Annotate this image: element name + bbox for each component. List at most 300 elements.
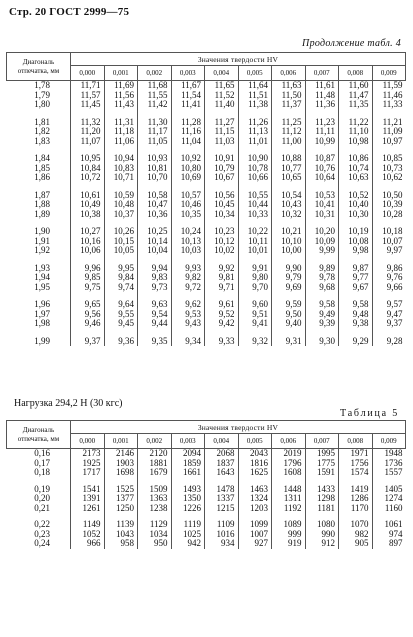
diagonal-value: 0,17 <box>34 457 50 468</box>
hardness-value: 1350 <box>171 494 205 504</box>
diagonal-value: 1,81 <box>34 116 50 127</box>
table-row <box>7 210 406 220</box>
hardness-value: 1363 <box>138 494 172 504</box>
hardness-value: 974 <box>372 530 406 540</box>
hardness-value: 10,80 <box>171 164 205 174</box>
hardness-value: 11,64 <box>238 81 272 91</box>
diagonal-value: 0,19 <box>34 483 50 494</box>
hardness-value: 1043 <box>104 530 138 540</box>
hardness-value: 9,37 <box>372 319 406 329</box>
hardness-value: 10,45 <box>205 200 239 210</box>
hardness-value: 10,25 <box>138 227 172 237</box>
hardness-value: 11,06 <box>104 137 138 147</box>
hardness-value: 9,98 <box>339 246 373 256</box>
hardness-value: 1192 <box>272 504 306 514</box>
hardness-value: 1463 <box>238 485 272 495</box>
hardness-value: 10,38 <box>71 210 105 220</box>
hardness-value: 9,59 <box>272 300 306 310</box>
hardness-value: 942 <box>171 539 205 549</box>
hardness-value: 10,54 <box>272 191 306 201</box>
hardness-value: 1698 <box>104 468 138 478</box>
hardness-value: 9,43 <box>171 319 205 329</box>
diagonal-value: 1,86 <box>34 172 50 182</box>
hardness-value: 9,79 <box>272 273 306 283</box>
hardness-value: 10,95 <box>71 154 105 164</box>
hardness-value: 9,34 <box>171 337 205 347</box>
table-row <box>7 504 406 514</box>
hardness-value: 10,09 <box>305 237 339 247</box>
hardness-value: 1557 <box>372 468 406 478</box>
hardness-value: 11,69 <box>104 81 138 91</box>
hardness-value: 10,78 <box>238 164 272 174</box>
hardness-value: 10,76 <box>305 164 339 174</box>
hardness-value: 10,32 <box>272 210 306 220</box>
hardness-value: 11,12 <box>272 127 306 137</box>
hardness-value: 11,37 <box>272 100 306 110</box>
table-row <box>7 539 406 549</box>
hardness-value: 11,46 <box>372 91 406 101</box>
table-row <box>7 468 406 478</box>
hardness-value: 1775 <box>305 459 339 469</box>
hv-values-header: Значения твердости HV <box>71 53 406 66</box>
hardness-value: 11,60 <box>339 81 373 91</box>
hardness-value: 11,18 <box>104 127 138 137</box>
hardness-value: 10,37 <box>104 210 138 220</box>
hardness-value: 11,26 <box>238 118 272 128</box>
column-header: 0,003 <box>171 434 205 449</box>
hardness-value: 1419 <box>339 485 373 495</box>
hardness-value: 11,68 <box>138 81 172 91</box>
table-row <box>7 81 406 91</box>
table-row <box>7 319 406 329</box>
table-row <box>7 264 406 274</box>
hardness-value: 9,93 <box>171 264 205 274</box>
hardness-value: 10,83 <box>104 164 138 174</box>
hardness-value: 11,42 <box>138 100 172 110</box>
table-row <box>7 283 406 293</box>
diagonal-value: 0,21 <box>34 502 50 513</box>
diagonal-value: 1,87 <box>34 189 50 200</box>
hardness-value: 10,03 <box>171 246 205 256</box>
table-row <box>7 494 406 504</box>
hardness-value: 10,15 <box>104 237 138 247</box>
hardness-value: 1925 <box>71 459 105 469</box>
hardness-value: 1109 <box>205 520 239 530</box>
column-header: 0,004 <box>205 434 239 449</box>
hardness-value: 9,52 <box>205 310 239 320</box>
hardness-value: 1324 <box>238 494 272 504</box>
column-header: 0,007 <box>305 434 339 449</box>
hardness-value: 10,67 <box>205 173 239 183</box>
column-header: 0,008 <box>339 434 373 449</box>
hardness-value: 1643 <box>205 468 239 478</box>
hardness-value: 9,36 <box>104 337 138 347</box>
hardness-value: 10,93 <box>138 154 172 164</box>
hardness-value: 11,52 <box>205 91 239 101</box>
hardness-value: 9,38 <box>339 319 373 329</box>
hardness-value: 1089 <box>272 520 306 530</box>
hardness-value: 9,58 <box>305 300 339 310</box>
hardness-value: 9,55 <box>104 310 138 320</box>
diagonal-value: 1,94 <box>34 272 50 282</box>
hardness-value: 1119 <box>171 520 205 530</box>
hardness-value: 9,53 <box>171 310 205 320</box>
hardness-value: 11,00 <box>272 137 306 147</box>
hardness-value: 1238 <box>138 504 172 514</box>
hardness-value: 1099 <box>238 520 272 530</box>
hardness-value: 1129 <box>138 520 172 530</box>
continuation-label: Продолжение табл. 4 <box>302 38 401 49</box>
diagonal-value: 1,83 <box>34 135 50 146</box>
hardness-value: 10,97 <box>372 137 406 147</box>
diagonal-value: 1,88 <box>34 199 50 209</box>
hardness-value: 1591 <box>305 468 339 478</box>
hardness-value: 11,15 <box>205 127 239 137</box>
hardness-value: 10,21 <box>272 227 306 237</box>
diagonal-value: 1,92 <box>34 245 50 255</box>
hardness-value: 9,69 <box>272 283 306 293</box>
hardness-value: 9,84 <box>104 273 138 283</box>
hardness-value: 1034 <box>138 530 172 540</box>
hardness-value: 1679 <box>138 468 172 478</box>
hardness-value: 11,13 <box>238 127 272 137</box>
hardness-value: 11,09 <box>372 127 406 137</box>
hardness-value: 10,58 <box>138 191 172 201</box>
hardness-value: 1070 <box>339 520 373 530</box>
hardness-value: 11,65 <box>205 81 239 91</box>
hardness-value: 10,84 <box>71 164 105 174</box>
hardness-table-4 <box>6 52 406 346</box>
hardness-value: 10,52 <box>339 191 373 201</box>
hardness-value: 1717 <box>71 468 105 478</box>
hardness-value: 10,13 <box>171 237 205 247</box>
hardness-value: 912 <box>305 539 339 549</box>
hardness-value: 10,74 <box>339 164 373 174</box>
column-header: 0,002 <box>138 434 172 449</box>
hardness-value: 10,39 <box>372 200 406 210</box>
table-row <box>7 520 406 530</box>
hardness-value: 9,96 <box>71 264 105 274</box>
hardness-value: 9,77 <box>339 273 373 283</box>
hardness-value: 1080 <box>305 520 339 530</box>
table-row <box>7 337 406 347</box>
hardness-value: 9,76 <box>372 273 406 283</box>
hardness-value: 10,72 <box>71 173 105 183</box>
hardness-value: 1405 <box>372 485 406 495</box>
hardness-value: 9,68 <box>305 283 339 293</box>
table-row <box>7 485 406 495</box>
diagonal-value: 1,89 <box>34 208 50 219</box>
hardness-value: 11,16 <box>171 127 205 137</box>
column-header: 0,003 <box>171 66 205 81</box>
hardness-value: 10,79 <box>205 164 239 174</box>
hardness-value: 10,27 <box>71 227 105 237</box>
hardness-value: 10,33 <box>238 210 272 220</box>
diagonal-value: 0,23 <box>34 528 50 539</box>
hardness-value: 1377 <box>104 494 138 504</box>
hardness-value: 9,33 <box>205 337 239 347</box>
table-row <box>7 100 406 110</box>
hardness-value: 10,55 <box>238 191 272 201</box>
column-header: 0,001 <box>104 434 138 449</box>
hardness-value: 11,41 <box>171 100 205 110</box>
table-row <box>7 200 406 210</box>
hardness-value: 1948 <box>372 449 406 459</box>
hardness-value: 1478 <box>205 485 239 495</box>
hardness-value: 10,59 <box>104 191 138 201</box>
table-row <box>7 164 406 174</box>
diagonal-value: 1,82 <box>34 126 50 136</box>
hardness-value: 1525 <box>104 485 138 495</box>
hardness-value: 1509 <box>138 485 172 495</box>
hardness-value: 9,87 <box>339 264 373 274</box>
hardness-value: 9,35 <box>138 337 172 347</box>
hardness-value: 2043 <box>238 449 272 459</box>
column-header: 0,001 <box>104 66 138 81</box>
hardness-value: 10,41 <box>305 200 339 210</box>
diagonal-value: 0,22 <box>34 519 50 529</box>
hardness-value: 9,49 <box>305 310 339 320</box>
hardness-value: 9,91 <box>238 264 272 274</box>
diagonal-value: 1,90 <box>34 226 50 236</box>
hardness-value: 11,25 <box>272 118 306 128</box>
hardness-value: 9,80 <box>238 273 272 283</box>
table-row <box>7 310 406 320</box>
hardness-value: 11,23 <box>305 118 339 128</box>
hardness-value: 11,05 <box>138 137 172 147</box>
hardness-value: 9,95 <box>104 264 138 274</box>
hardness-value: 2120 <box>138 449 172 459</box>
hardness-value: 11,45 <box>71 100 105 110</box>
hardness-value: 10,69 <box>171 173 205 183</box>
hardness-value: 950 <box>138 539 172 549</box>
hardness-value: 11,31 <box>104 118 138 128</box>
hardness-value: 10,34 <box>205 210 239 220</box>
hardness-value: 11,61 <box>305 81 339 91</box>
table-row <box>7 191 406 201</box>
hardness-value: 9,89 <box>305 264 339 274</box>
hardness-value: 1007 <box>238 530 272 540</box>
hardness-value: 1625 <box>238 468 272 478</box>
column-header: 0,004 <box>205 66 239 81</box>
hardness-value: 9,28 <box>372 337 406 347</box>
hardness-value: 9,50 <box>272 310 306 320</box>
hardness-value: 10,18 <box>372 227 406 237</box>
hardness-value: 11,54 <box>171 91 205 101</box>
hardness-value: 11,47 <box>339 91 373 101</box>
hardness-value: 9,74 <box>104 283 138 293</box>
diagonal-value: 0,20 <box>34 493 50 503</box>
hardness-value: 897 <box>372 539 406 549</box>
diagonal-value: 1,84 <box>34 153 50 163</box>
diagonal-value: 1,91 <box>34 235 50 246</box>
hardness-value: 1226 <box>171 504 205 514</box>
page-header: Стр. 20 ГОСТ 2999—75 <box>9 6 130 18</box>
diagonal-value: 0,18 <box>34 467 50 477</box>
hardness-value: 934 <box>205 539 239 549</box>
hardness-value: 1203 <box>238 504 272 514</box>
hardness-value: 10,77 <box>272 164 306 174</box>
diagonal-value: 1,95 <box>34 281 50 292</box>
hardness-value: 9,61 <box>205 300 239 310</box>
hardness-value: 9,45 <box>104 319 138 329</box>
hardness-value: 11,43 <box>104 100 138 110</box>
hardness-value: 10,70 <box>138 173 172 183</box>
hardness-table-5 <box>6 420 406 549</box>
table-row <box>7 300 406 310</box>
hardness-value: 1541 <box>71 485 105 495</box>
hardness-value: 10,06 <box>71 246 105 256</box>
hardness-value: 10,62 <box>372 173 406 183</box>
hardness-value: 11,50 <box>272 91 306 101</box>
hardness-value: 2019 <box>272 449 306 459</box>
hardness-value: 10,10 <box>272 237 306 247</box>
hardness-value: 10,61 <box>71 191 105 201</box>
diagonal-header: Диагональ отпечатка, мм <box>7 421 71 449</box>
hardness-value: 10,50 <box>372 191 406 201</box>
hardness-value: 11,57 <box>71 91 105 101</box>
hardness-value: 10,00 <box>272 246 306 256</box>
hardness-value: 11,67 <box>171 81 205 91</box>
hardness-value: 10,20 <box>305 227 339 237</box>
hardness-value: 1286 <box>339 494 373 504</box>
diagonal-value: 0,16 <box>34 448 50 458</box>
hardness-value: 11,10 <box>339 127 373 137</box>
hardness-value: 982 <box>339 530 373 540</box>
hardness-value: 10,48 <box>104 200 138 210</box>
column-header: 0,009 <box>372 66 406 81</box>
hardness-value: 1736 <box>372 459 406 469</box>
hardness-value: 10,71 <box>104 173 138 183</box>
column-header: 0,005 <box>238 66 272 81</box>
table-row <box>7 91 406 101</box>
table-row <box>7 237 406 247</box>
hardness-value: 9,99 <box>305 246 339 256</box>
hardness-value: 966 <box>71 539 105 549</box>
hardness-value: 9,56 <box>71 310 105 320</box>
hardness-value: 10,99 <box>305 137 339 147</box>
hardness-value: 1025 <box>171 530 205 540</box>
hardness-value: 11,56 <box>104 91 138 101</box>
hardness-value: 11,71 <box>71 81 105 91</box>
hardness-value: 9,63 <box>138 300 172 310</box>
hardness-value: 9,83 <box>138 273 172 283</box>
hardness-value: 1903 <box>104 459 138 469</box>
hardness-value: 10,63 <box>339 173 373 183</box>
hardness-value: 9,58 <box>339 300 373 310</box>
hardness-value: 11,27 <box>205 118 239 128</box>
hardness-value: 10,46 <box>171 200 205 210</box>
table-row <box>7 246 406 256</box>
hardness-value: 9,72 <box>171 283 205 293</box>
column-header: 0,009 <box>372 434 406 449</box>
hardness-value: 9,41 <box>238 319 272 329</box>
hardness-value: 11,20 <box>71 127 105 137</box>
hardness-value: 10,05 <box>104 246 138 256</box>
hardness-value: 9,44 <box>138 319 172 329</box>
hardness-value: 11,35 <box>339 100 373 110</box>
hardness-value: 9,65 <box>71 300 105 310</box>
hardness-value: 11,40 <box>205 100 239 110</box>
hardness-value: 1061 <box>372 520 406 530</box>
hardness-value: 10,85 <box>372 154 406 164</box>
hardness-value: 11,21 <box>372 118 406 128</box>
hardness-value: 11,63 <box>272 81 306 91</box>
hardness-value: 11,28 <box>171 118 205 128</box>
diagonal-value: 1,96 <box>34 299 50 309</box>
hardness-value: 9,92 <box>205 264 239 274</box>
hardness-value: 10,44 <box>238 200 272 210</box>
hardness-value: 1250 <box>104 504 138 514</box>
hardness-value: 10,87 <box>305 154 339 164</box>
hardness-value: 1837 <box>205 459 239 469</box>
hardness-value: 9,73 <box>138 283 172 293</box>
hardness-value: 9,29 <box>339 337 373 347</box>
hardness-value: 11,30 <box>138 118 172 128</box>
hardness-value: 10,81 <box>138 164 172 174</box>
load-caption: Нагрузка 294,2 Н (30 кгс) <box>14 398 123 409</box>
hardness-value: 11,17 <box>138 127 172 137</box>
column-header: 0,005 <box>238 434 272 449</box>
hardness-value: 9,82 <box>171 273 205 283</box>
hardness-value: 9,81 <box>205 273 239 283</box>
hardness-value: 9,42 <box>205 319 239 329</box>
hardness-value: 10,26 <box>104 227 138 237</box>
hardness-value: 9,66 <box>372 283 406 293</box>
hardness-value: 9,30 <box>305 337 339 347</box>
hardness-value: 9,47 <box>372 310 406 320</box>
column-header: 0,008 <box>339 66 373 81</box>
hardness-value: 1311 <box>272 494 306 504</box>
hardness-value: 10,31 <box>305 210 339 220</box>
diagonal-value: 1,93 <box>34 262 50 273</box>
hardness-value: 10,53 <box>305 191 339 201</box>
column-header: 0,006 <box>272 66 306 81</box>
hardness-value: 1433 <box>305 485 339 495</box>
hardness-value: 11,36 <box>305 100 339 110</box>
hardness-value: 9,64 <box>104 300 138 310</box>
hardness-value: 10,19 <box>339 227 373 237</box>
column-header: 0,000 <box>71 66 105 81</box>
hardness-value: 1298 <box>305 494 339 504</box>
hardness-value: 10,30 <box>339 210 373 220</box>
hardness-value: 10,86 <box>339 154 373 164</box>
hardness-value: 990 <box>305 530 339 540</box>
hardness-value: 10,57 <box>171 191 205 201</box>
hardness-value: 958 <box>104 539 138 549</box>
hardness-value: 10,91 <box>205 154 239 164</box>
hardness-value: 1261 <box>71 504 105 514</box>
column-header: 0,007 <box>305 66 339 81</box>
diagonal-value: 1,79 <box>34 89 50 100</box>
hardness-value: 10,47 <box>138 200 172 210</box>
hardness-value: 1859 <box>171 459 205 469</box>
hardness-value: 927 <box>238 539 272 549</box>
hardness-value: 1971 <box>339 449 373 459</box>
hardness-value: 9,54 <box>138 310 172 320</box>
hardness-value: 10,35 <box>171 210 205 220</box>
diagonal-value: 1,80 <box>34 99 50 109</box>
column-header: 0,000 <box>71 434 105 449</box>
column-header: 0,002 <box>138 66 172 81</box>
hardness-value: 1391 <box>71 494 105 504</box>
hardness-value: 1170 <box>339 504 373 514</box>
hardness-value: 11,07 <box>71 137 105 147</box>
hardness-value: 10,94 <box>104 154 138 164</box>
hardness-value: 10,28 <box>372 210 406 220</box>
hardness-value: 1796 <box>272 459 306 469</box>
hardness-value: 9,32 <box>238 337 272 347</box>
